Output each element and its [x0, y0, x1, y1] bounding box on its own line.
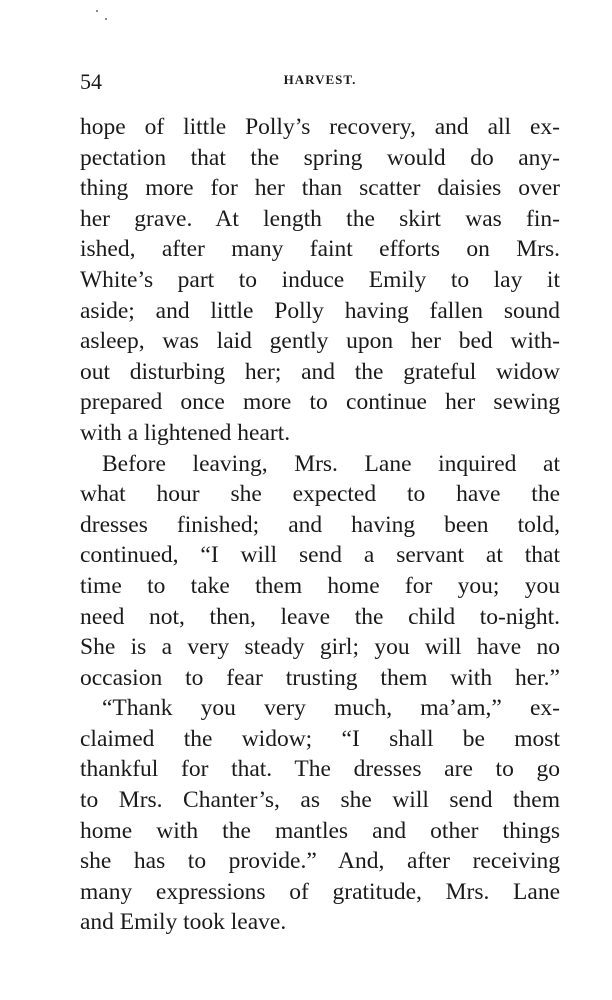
text-line: occasion to fear trusting them with her.” [80, 664, 560, 691]
text-line: ished, after many faint efforts on Mrs. [80, 236, 560, 263]
text-line: hope of little Polly’s recovery, and all ex- [80, 114, 560, 140]
body-text [80, 112, 560, 938]
running-head [80, 68, 560, 98]
text-line: time to take them home for you; you [80, 572, 560, 599]
text-line: prepared once more to continue her sewing [80, 389, 560, 416]
text-line: to Mrs. Chanter’s, as she will send them [80, 787, 560, 814]
book-page [80, 68, 560, 938]
text-line: She is a very steady girl; you will have no [80, 634, 560, 661]
text-line: thing more for her than scatter daisies over [80, 175, 560, 202]
text-line: need not, then, leave the child to-night. [80, 603, 560, 630]
text-line: aside; and little Polly having fallen sound [80, 297, 560, 324]
scan-speck [96, 10, 98, 12]
text-line: out disturbing her; and the grateful widow [80, 358, 560, 385]
scan-speck [105, 18, 107, 20]
text-line: asleep, was laid gently upon her bed with- [80, 328, 560, 355]
text-line: with a lightened heart. [80, 419, 291, 446]
text-line: dresses finished; and having been told, [80, 511, 560, 538]
text-line: White’s part to induce Emily to lay it [80, 266, 560, 293]
text-line: she has to provide.” And, after receiving [80, 848, 560, 875]
text-line: Before leaving, Mrs. Lane inquired at [102, 450, 560, 477]
text-line: continued, “I will send a servant at that [80, 542, 560, 569]
text-line: home with the mantles and other things [80, 817, 560, 844]
text-line: thankful for that. The dresses are to go [80, 756, 560, 783]
text-line: “Thank you very much, ma’am,” ex- [102, 695, 560, 722]
text-line: her grave. At length the skirt was fin- [80, 205, 560, 232]
text-line: pectation that the spring would do any- [80, 144, 560, 171]
text-line: what hour she expected to have the [80, 481, 560, 508]
running-title: HARVEST. [283, 72, 357, 87]
text-line: many expressions of gratitude, Mrs. Lane [80, 878, 560, 905]
page-number: 54 [80, 69, 102, 94]
text-line: claimed the widow; “I shall be most [80, 725, 560, 752]
text-line: and Emily took leave. [80, 909, 287, 936]
